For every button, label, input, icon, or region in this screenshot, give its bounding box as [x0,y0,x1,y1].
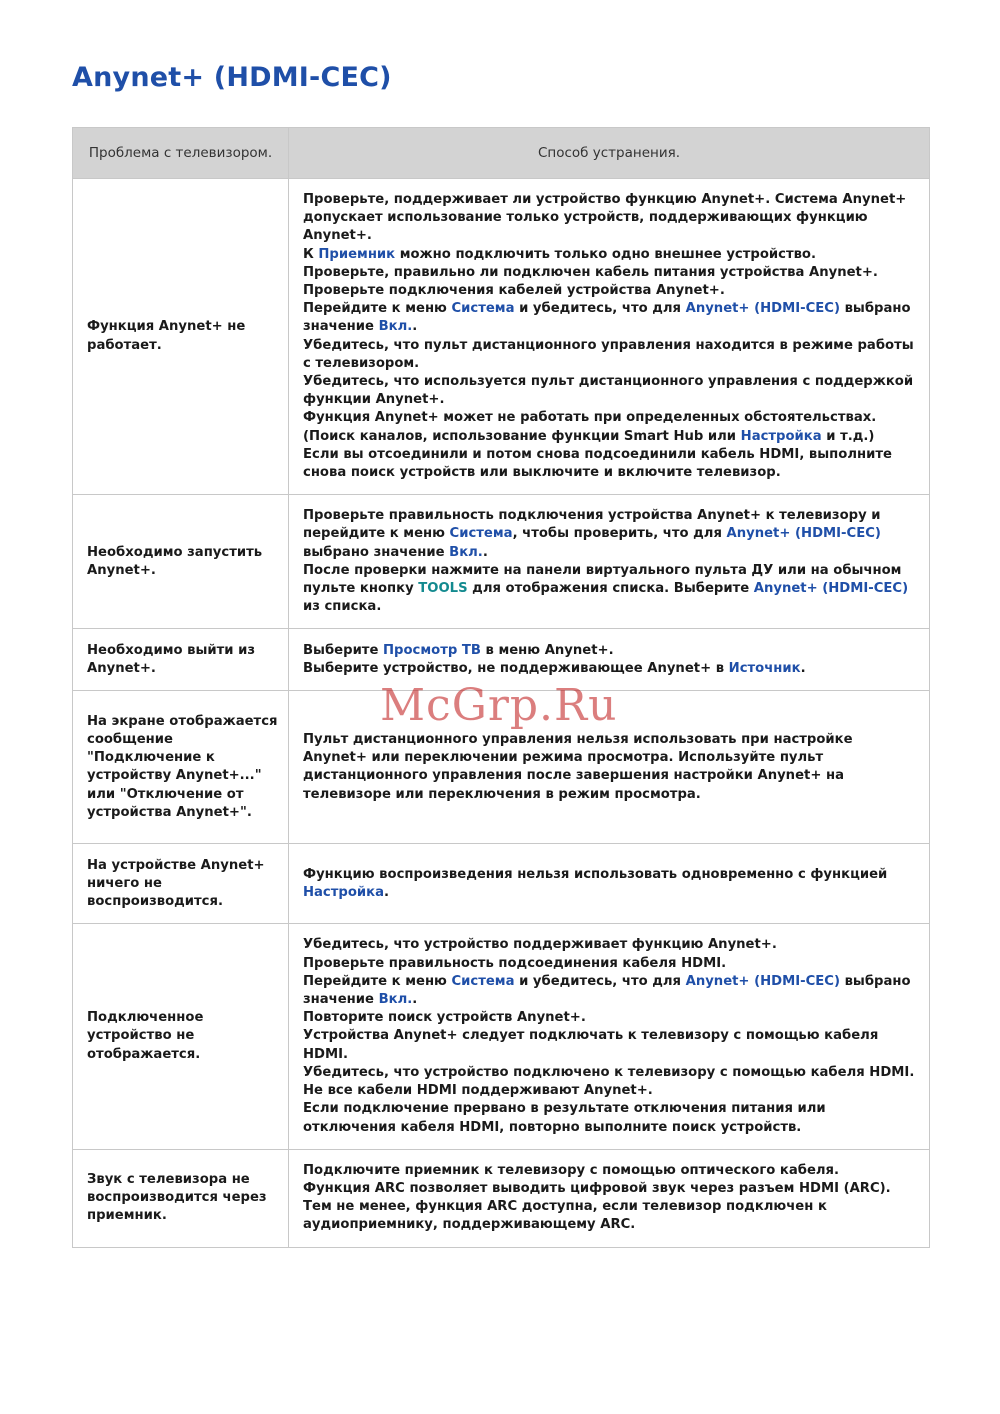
solution-text: Подключите приемник к телевизору с помощью оптического кабеля. [303,1162,840,1178]
menu-term: Anynet+ (HDMI-CEC) [685,301,840,317]
solution-text: После проверки нажмите на панели виртуального пульта ДУ или на обычном пульте кнопку [303,562,902,597]
solution-cell [289,844,930,924]
problem-column-header: Проблема с телевизором. [73,128,289,179]
menu-term: Anynet+ (HDMI-CEC) [753,581,909,597]
solution-text: К [303,246,319,262]
solution-line [303,409,919,445]
solution-cell [289,924,930,1149]
menu-term: Система [451,301,515,317]
solution-line [303,936,919,954]
menu-term: Система [449,526,513,542]
solution-text: Проверьте подключения кабелей устройства Anynet+. [303,283,725,299]
table-row [73,691,930,844]
menu-term: Настройка [303,884,384,900]
solution-line [303,300,919,336]
page-title: Anynet+ (HDMI-CEC) [72,62,392,93]
solution-line [303,373,919,409]
solution-text: . [482,544,488,560]
table-row [73,495,930,629]
menu-term: Просмотр ТВ [383,642,481,658]
solution-line [303,337,919,373]
solution-text: Убедитесь, что пульт дистанционного управления находится в режиме работы с телевизором. [303,337,914,371]
solution-text: Убедитесь, что используется пульт дистанционного управления с поддержкой функции Anynet+. [303,374,914,408]
problem-cell: На устройстве Anynet+ ничего не воспроизводится. [73,844,289,924]
solution-text: для отображения списка. Выберите [467,581,754,597]
menu-term: Вкл. [449,544,483,560]
problem-cell: Функция Anynet+ не работает. [73,179,289,495]
solution-line [303,866,919,902]
solution-line [303,562,919,617]
troubleshooting-table [72,127,930,1248]
solution-line [303,1162,919,1180]
solution-text: Если подключение прервано в результате отключения питания или отключения кабеля HDMI, повторно выполните поиск устройств. [303,1101,826,1135]
solution-text: Выберите [303,642,383,658]
problem-cell: Необходимо запустить Anynet+. [73,495,289,629]
solution-cell [289,629,930,691]
solution-line [303,507,919,562]
solution-line [303,660,919,678]
solution-line [303,446,919,482]
solution-cell [289,495,930,629]
solution-line [303,731,919,804]
solution-text: выбрано значение [303,973,911,1008]
solution-line [303,1180,919,1198]
solution-text: Проверьте, правильно ли подключен кабель питания устройства Anynet+. [303,264,878,280]
solution-line [303,955,919,973]
solution-text: Убедитесь, что устройство поддерживает функцию Anynet+. [303,937,777,953]
solution-text: . [800,660,806,676]
watermark: McGrp.Ru [380,680,618,731]
menu-term: Приемник [318,246,396,262]
problem-cell: На экране отображается сообщение "Подключение к устройству Anynet+..." или "Отключение от устройства Anynet+". [73,691,289,844]
solution-line [303,1198,919,1234]
menu-term: Источник [728,660,801,676]
solution-cell [289,691,930,844]
solution-line [303,246,919,264]
solution-text: Перейдите к меню [303,973,452,989]
solution-text: из списка. [303,599,382,615]
problem-cell: Необходимо выйти из Anynet+. [73,629,289,691]
solution-text: и убедитесь, что для [514,973,686,989]
menu-term: Вкл. [378,319,413,335]
solution-text: . [412,992,418,1008]
menu-term: Anynet+ (HDMI-CEC) [726,526,881,542]
solution-text: Функция Anynet+ может не работать при определенных обстоятельствах. (Поиск каналов, использование функции Smart Hub или [303,410,877,444]
solution-text: Проверьте правильность подключения устройства Anynet+ к телевизору и перейдите к меню [303,508,881,542]
solution-text: Проверьте, поддерживает ли устройство функцию Anynet+. Система Anynet+ допускает использование только устройств, поддерживающих функцию Anynet+. [303,192,907,244]
solution-text: Выберите устройство, не поддерживающее Anynet+ в [303,660,729,676]
solution-text: Проверьте правильность подсоединения кабеля HDMI. [303,955,727,971]
solution-text: Убедитесь, что устройство подключено к телевизору с помощью кабеля HDMI. Не все кабели HDMI поддерживают Anynet+. [303,1064,915,1099]
menu-term: Система [451,973,515,989]
solution-text: и убедитесь, что для [514,301,686,317]
table-row [73,924,930,1149]
solution-text: в меню Anynet+. [480,642,614,658]
menu-term: Настройка [740,428,822,444]
menu-term: Anynet+ (HDMI-CEC) [685,973,840,989]
solution-cell [289,179,930,495]
solution-text: Функция ARC позволяет выводить цифровой звук через разъем HDMI (ARC). [303,1181,891,1196]
solution-text: выбрано значение [303,544,450,560]
solution-text: Повторите поиск устройств Anynet+. [303,1010,586,1026]
solution-text: Если вы отсоединили и потом снова подсоединили кабель HDMI, выполните снова поиск устройств или выключите и включите телевизор. [303,446,892,481]
solution-text: Устройства Anynet+ следует подключать к телевизору с помощью кабеля HDMI. [303,1028,879,1062]
solution-text: Перейдите к меню [303,301,452,317]
table-row [73,629,930,691]
solution-text: можно подключить только одно внешнее устройство. [395,246,817,262]
solution-line [303,642,919,660]
table-row [73,844,930,924]
solution-text: и т.д.) [821,428,875,444]
solution-cell [289,1149,930,1247]
problem-cell: Звук с телевизора не воспроизводится через приемник. [73,1149,289,1247]
solution-line [303,191,919,246]
solution-line [303,282,919,300]
solution-text: Функцию воспроизведения нельзя использовать одновременно с функцией [303,866,888,882]
menu-term: TOOLS [418,581,468,597]
solution-line [303,1009,919,1027]
solution-text: выбрано значение [303,301,911,335]
solution-text: . [384,884,390,900]
solution-text: , чтобы проверить, что для [512,526,727,542]
solution-line [303,1064,919,1100]
solution-text: . [412,319,418,335]
problem-cell: Подключенное устройство не отображается. [73,924,289,1149]
solution-line [303,973,919,1009]
solution-column-header: Способ устранения. [289,128,930,179]
table-header-row [73,128,930,179]
solution-line [303,264,919,282]
solution-text: Тем не менее, функция ARC доступна, если телевизор подключен к аудиоприемнику, поддерживающему ARC. [303,1199,827,1233]
solution-text: Пульт дистанционного управления нельзя использовать при настройке Anynet+ или переключении режима просмотра. Используйте пульт дистанционного управления после завершения настройки Anynet+ на телевизоре или переключения в режим просмотра. [303,732,853,802]
solution-line [303,1027,919,1063]
solution-line [303,1100,919,1136]
table-row [73,179,930,495]
menu-term: Вкл. [378,992,413,1008]
table-row [73,1149,930,1247]
